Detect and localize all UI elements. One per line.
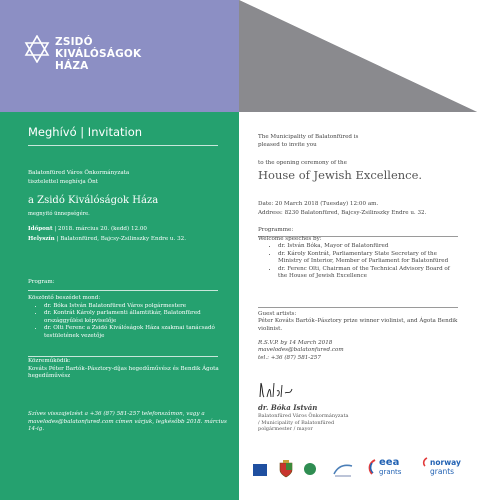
norway-leaf-icon <box>421 457 429 467</box>
event-title-hu: a Zsidó Kiválóságok Háza <box>28 195 159 206</box>
rsvp-hu: Szíves visszajelzést a +36 (87) 581-257 telefonszámon, vagy a mavelodes@balatonfured.com címen várjuk, legkésőbb 2018. március 14-ig. <box>28 411 227 433</box>
speeches-title: Köszöntő beszédet mond: <box>28 295 101 301</box>
seal-icon <box>304 463 316 475</box>
divider <box>28 356 218 357</box>
speaker-item-en: • dr. Ferenc Olti, Chairman of the Technical Advisory Board of the House of Jewish Excellence <box>278 266 458 281</box>
rsvp-email: mavelodes@balatonfured.com <box>258 347 344 354</box>
logo-text <box>55 36 141 72</box>
time-row <box>28 226 147 234</box>
speaker-item: • dr. Olti Ferenc a Zsidó Kiválóságok Háza szakmai tanácsadó testületének vezetője <box>44 325 223 340</box>
speaker-item: • dr. Bóka István Balatonfüred Város polgármestere <box>44 303 223 311</box>
time-label: Időpont <box>28 226 53 232</box>
event-title-en: House of Jewish Excellence. <box>258 168 423 182</box>
rsvp-tel: tel.: +36 (87) 581-257 <box>258 354 321 361</box>
speaker-item: • dr. Kontrát Károly parlamenti államtitkár, Balatonfüred országgyűlési képviselője <box>44 310 223 325</box>
sig-title3: polgármester / mayor <box>258 426 313 433</box>
programme-label: Programme: <box>258 227 294 233</box>
signature-name: dr. Bóka István <box>258 403 318 412</box>
invitation-heading: Meghívó | Invitation <box>28 125 143 139</box>
norway-grants-text: grants <box>430 467 455 476</box>
place-value: | Balatonfüred, Bajcsy-Zsilinszky Endre u. 32. <box>56 236 186 242</box>
eea-grants-text: grants <box>379 468 402 476</box>
performers-text: Kováts Péter Bartók–Pásztory-díjas hegedűművész és Bendik Ágota hegedűművész <box>28 365 219 380</box>
divider <box>28 145 218 146</box>
rsvp-en <box>258 340 344 362</box>
date-line: Date: 20 March 2018 (Tuesday) 12:00 am. <box>258 201 379 207</box>
star-of-david-icon <box>24 35 50 63</box>
welcome-block <box>258 236 458 280</box>
host-line2: tisztelettel meghívja Önt <box>28 179 98 185</box>
eea-leaf-icon <box>367 459 377 475</box>
intro-line1: The Municipality of Balatonfüred is <box>258 134 359 140</box>
intro-line2: pleased to invite you <box>258 142 317 148</box>
sig-title1: Balatonfüred Város Önkormányzata <box>258 413 349 419</box>
coat-of-arms-icon <box>279 460 293 478</box>
rsvp-line: R.S.V.P. by 14 March 2018 <box>258 340 333 346</box>
flag-icon <box>253 464 267 476</box>
time-value: | 2018. március 20. (kedd) 12.00 <box>54 226 147 232</box>
sig-title2: / Municipality of Balatonfüred <box>258 419 335 426</box>
speaker-item-en: • dr. István Bóka, Mayor of Balatonfüred <box>278 243 458 250</box>
guests-label: Guest artists: <box>258 311 297 317</box>
sponsor-bar <box>239 452 477 492</box>
place-label: Helyszín <box>28 236 55 242</box>
opening-line: to the opening ceremony of the <box>258 160 347 166</box>
host-line1: Balatonfüred Város Önkormányzata <box>28 170 130 176</box>
speaker-item-en: • dr. Károly Kontrát, Parliamentary State Secretary of the Ministry of Interior, Member of Parliament for Balatonfüred <box>278 251 458 266</box>
speeches-block <box>28 295 223 341</box>
welcome-label: Welcome speeches by: <box>258 236 322 242</box>
logo-line2: KIVÁLÓSÁGOK <box>55 48 142 60</box>
address-line: Address: 8230 Balatonfüred, Bajcsy-Zsilinszky Endre u. 32. <box>258 210 427 216</box>
logo-line1: ZSIDÓ <box>55 36 93 48</box>
handwritten-signature <box>258 379 298 401</box>
norway-text: norway <box>430 458 461 467</box>
divider <box>258 307 458 308</box>
municipal-logo-icon <box>332 460 354 478</box>
program-label: Program: <box>28 279 55 285</box>
guests-text: Péter Kováts Bartók–Pásztory prize winner violinist, and Ágota Bendik violinist. <box>258 318 458 332</box>
signature-title <box>258 413 349 433</box>
performers-title: Közreműködik: <box>28 358 71 364</box>
eea-text: eea <box>379 457 400 468</box>
event-sub-hu: megnyitó ünnepségére. <box>28 211 90 217</box>
logo-line3: HÁZA <box>55 60 89 72</box>
performers-block <box>28 358 223 381</box>
diagonal-white-overlay <box>239 0 477 112</box>
place-row <box>28 236 186 244</box>
guests-block <box>258 311 458 333</box>
divider <box>28 290 218 291</box>
